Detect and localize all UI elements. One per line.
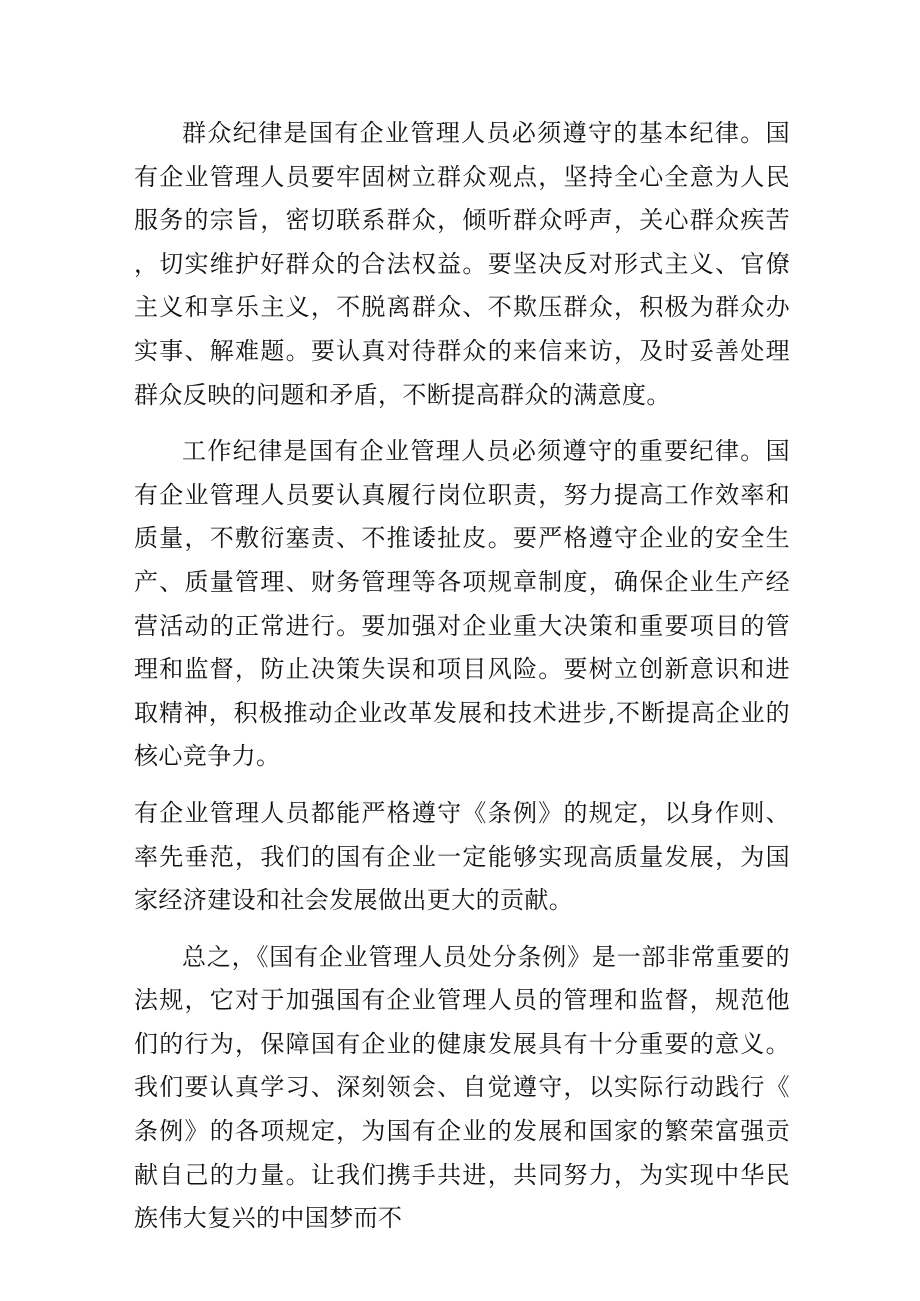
paragraph-compliance-statement: 有企业管理人员都能严格遵守《条例》的规定，以身作则、率先垂范，我们的国有企业一定能够实现高质量发展，为国家经济建设和社会发展做出更大的贡献。 [134,798,790,915]
paragraph-conclusion: 总之，《国有企业管理人员处分条例》是一部非常重要的法规，它对于加强国有企业管理人员的管理和监督，规范他们的行为，保障国有企业的健康发展具有十分重要的意义。我们要认真学习、深刻领会、自觉遵守，以实际行动践行《条例》的各项规定，为国有企业的发展和国家的繁荣富强贡献自己的力量。让我们携手共进，共同努力，为实现中华民族伟大复兴的中国梦而不 [134,942,790,1233]
paragraph-mass-discipline: 群众纪律是国有企业管理人员必须遵守的基本纪律。国有企业管理人员要牢固树立群众观点，坚持全心全意为人民服务的宗旨，密切联系群众，倾听群众呼声，关心群众疾苦，切实维护好群众的合法权益。要坚决反对形式主义、官僚主义和享乐主义，不脱离群众、不欺压群众，积极为群众办实事、解难题。要认真对待群众的来信来访，及时妥善处理群众反映的问题和矛盾，不断提高群众的满意度。 [134,119,790,409]
paragraph-work-discipline: 工作纪律是国有企业管理人员必须遵守的重要纪律。国有企业管理人员要认真履行岗位职责，努力提高工作效率和质量，不敷衍塞责、不推诿扯皮。要严格遵守企业的安全生产、质量管理、财务管理等各项规章制度，确保企业生产经营活动的正常进行。要加强对企业重大决策和重要项目的管理和监督，防止决策失误和项目风险。要树立创新意识和进取精神，积极推动企业改革发展和技术进步,不断提高企业的核心竞争力。 [134,437,790,771]
document-body [134,112,790,1254]
